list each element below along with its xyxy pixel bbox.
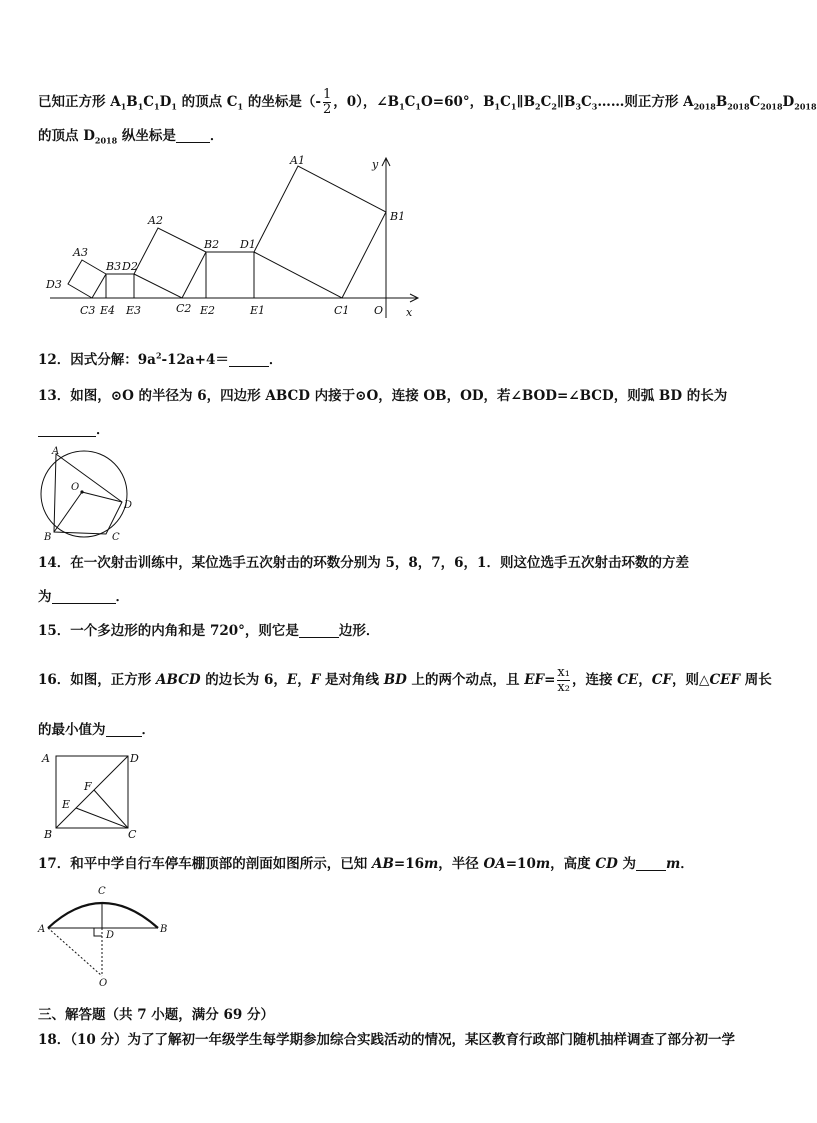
label-A3: A3 [73,246,88,259]
label-E: E [62,798,71,811]
q13-line2: ． [38,418,110,438]
answer-blank[interactable] [176,128,210,143]
label-E1: E1 [250,304,266,317]
label-O: O [374,304,384,317]
q18-line: 18．（10 分）为了了解初一年级学生每学期参加综合实践活动的情况，某区教育行政部门随机抽样调查了部分初一学 [38,1032,736,1048]
fraction-one-half: $\frac{1}{2}$ [322,87,332,117]
label-E3: E3 [126,304,142,317]
label-A: A [42,752,50,765]
answer-blank[interactable] [229,352,269,367]
segment-ce [76,808,128,828]
q16-square-figure [38,746,148,840]
label-A2: A2 [148,214,163,227]
label-C3: C3 [80,304,96,317]
label-B2: B2 [204,238,220,251]
diagonal-bd [56,756,128,828]
label-B1: B1 [390,210,406,223]
label-D: D [130,752,139,765]
label-B: B [44,828,53,841]
square-3 [68,260,106,298]
square-2 [134,228,206,298]
label-F: F [84,780,92,793]
q14-line1: 14．在一次射击训练中，某位选手五次射击的环数分别为 5，8，7，6，1．则这位选手五次射击环数的方差 [38,555,689,571]
label-D1: D1 [240,238,256,251]
label-C: C [112,532,120,543]
label-E2: E2 [200,304,216,317]
right-angle-mark [94,928,102,936]
q12-line: 12．因式分解：$9a^2-12a+4=$ ． [38,350,283,368]
label-x: x [406,306,413,319]
label-D: D [106,930,115,941]
label-O: O [71,482,80,493]
q13-line1: 13．如图，⊙O 的半径为 6，四边形 ABCD 内接于⊙O，连接 OB，OD，若∠BOD=∠BCD，则弧 BD 的长为 [38,388,728,404]
label-B: B [160,924,168,935]
fraction-x1-x2: $\frac{\text{x₁}}{\text{x₂}}$ [557,665,570,695]
q16-line2: 的最小值为 ． [38,722,155,738]
q11-line1: 已知正方形 $A_1B_1C_1D_1$ 的顶点 $C_1$ 的坐标是（- $\frac{1}{2}$ ，0），$\angle B_1C_1O=60^\circ$，$B_1C_1\parallel B_2C_2\parallel B_3C_3\dots\dots$则正方形 $A_{2018}B_{2018}C_{2018}D_{2018}$ [38,87,817,117]
q15-line: 15．一个多边形的内角和是 720°，则它是 边形． [38,623,380,639]
answer-blank[interactable] [38,422,96,437]
q11-squares-figure [40,150,430,325]
answer-blank[interactable] [52,589,116,604]
label-A: A [38,924,46,935]
segment-cf [94,790,128,828]
q14-line2: 为 ． [38,589,129,605]
rect-b3-d2 [106,274,134,298]
label-C1: C1 [334,304,350,317]
label-D3: D3 [46,278,62,291]
q17-arc-figure [36,882,176,988]
label-O: O [99,978,108,989]
label-C: C [128,828,137,841]
answer-blank[interactable] [106,722,142,737]
q16-line1: 16．如图，正方形 ABCD 的边长为 6，E，F 是对角线 BD 上的两个动点，且 EF= $\frac{\text{x₁}}{\text{x₂}}$ ，连接 CE，CF，则△CEF 周长 [38,665,772,695]
label-A1: A1 [290,154,305,167]
label-A: A [52,446,60,457]
answer-blank[interactable] [636,856,666,871]
answer-blank[interactable] [299,623,339,638]
label-D: D [124,500,133,511]
label-E4: E4 [100,304,116,317]
q17-line: 17．和平中学自行车停车棚顶部的剖面如图所示，已知 AB=16m，半径 OA=10m，高度 CD 为 m． [38,856,694,872]
square-1 [254,166,386,298]
q13-circle-figure [34,444,138,542]
label-D2: D2 [122,260,138,273]
rect-b2-d1 [206,252,254,298]
label-y: y [372,158,379,171]
label-B: B [44,532,52,543]
q11-line2: 的顶点 $D_{2018}$ 纵坐标是 ． [38,128,224,146]
section-3-heading: 三、解答题（共 7 小题，满分 69 分） [38,1007,274,1023]
label-C: C [98,886,106,897]
label-B3: B3 [106,260,122,273]
arc-acb [48,903,158,928]
label-C2: C2 [176,302,192,315]
